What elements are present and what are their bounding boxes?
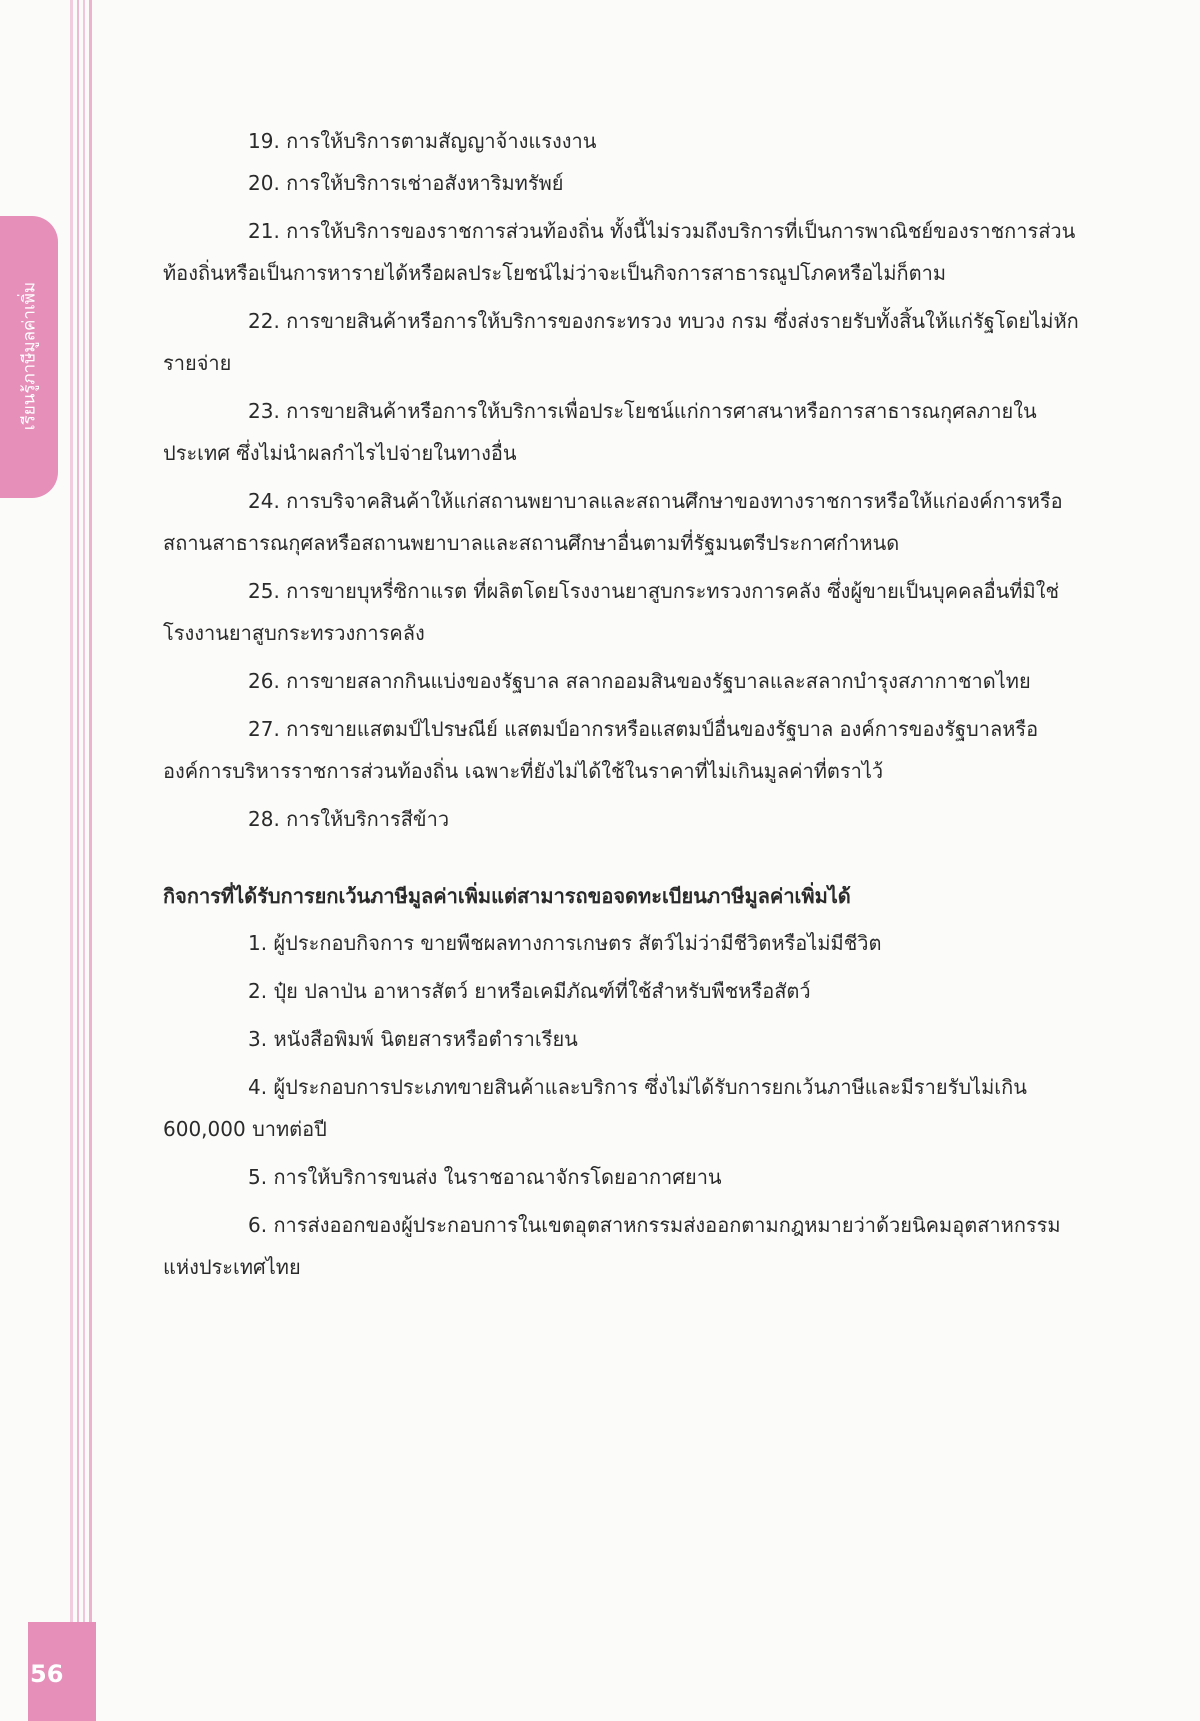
list-item: 3. หนังสือพิมพ์ นิตยสารหรือตำราเรียน — [248, 1027, 578, 1051]
list-item: 2. ปุ๋ย ปลาป่น อาหารสัตว์ ยาหรือเคมีภัณฑ์ที่ใช้สำหรับพืชหรือสัตว์ — [248, 979, 811, 1003]
page-content — [163, 120, 1088, 1294]
list-item: 27. การขายแสตมป์ไปรษณีย์ แสตมป์อากรหรือแสตมป์อื่นของรัฐบาล องค์การของรัฐบาลหรือองค์การบริหารราชการส่วนท้องถิ่น เฉพาะที่ยังไม่ได้ใช้ในราคาที่ไม่เกินมูลค่าที่ตราไว้ — [163, 717, 1039, 783]
decorative-stripe — [77, 0, 79, 1721]
list-item: 26. การขายสลากกินแบ่งของรัฐบาล สลากออมสินของรัฐบาลและสลากบำรุงสภากาชาดไทย — [248, 669, 1031, 693]
list-item: 6. การส่งออกของผู้ประกอบการในเขตอุตสาหกรรมส่งออกตามกฎหมายว่าด้วยนิคมอุตสาหกรรมแห่งประเทศไทย — [163, 1213, 1061, 1279]
side-chapter-tab — [0, 216, 58, 498]
decorative-stripe — [83, 0, 85, 1721]
list-item: 20. การให้บริการเช่าอสังหาริมทรัพย์ — [248, 171, 564, 195]
list-item: 25. การขายบุหรี่ซิกาแรต ที่ผลิตโดยโรงงานยาสูบกระทรวงการคลัง ซึ่งผู้ขายเป็นบุคคลอื่นที่มิใช่โรงงานยาสูบกระทรวงการคลัง — [163, 579, 1060, 645]
list-item: 24. การบริจาคสินค้าให้แก่สถานพยาบาลและสถานศึกษาของทางราชการหรือให้แก่องค์การหรือสถานสาธารณกุศลหรือสถานพยาบาลและสถานศึกษาอื่นตามที่รัฐมนตรีประกาศกำหนด — [163, 489, 1063, 555]
list-item: 4. ผู้ประกอบการประเภทขายสินค้าและบริการ ซึ่งไม่ได้รับการยกเว้นภาษีและมีรายรับไม่เกิน 600,000 บาทต่อปี — [163, 1075, 1027, 1141]
list-item: 21. การให้บริการของราชการส่วนท้องถิ่น ทั้งนี้ไม่รวมถึงบริการที่เป็นการพาณิชย์ของราชการส่วนท้องถิ่นหรือเป็นการหารายได้หรือผลประโยชน์ไม่ว่าจะเป็นกิจการสาธารณูปโภคหรือไม่ก็ตาม — [163, 219, 1076, 285]
decorative-stripe — [70, 0, 73, 1721]
side-tab-label: เรียนรู้ภาษีมูลค่าเพิ่ม — [19, 281, 40, 431]
list-item: 28. การให้บริการสีข้าว — [248, 807, 450, 831]
decorative-stripe — [89, 0, 92, 1721]
list-item: 23. การขายสินค้าหรือการให้บริการเพื่อประโยชน์แก่การศาสนาหรือการสาธารณกุศลภายในประเทศ ซึ่งไม่นำผลกำไรไปจ่ายในทางอื่น — [163, 399, 1037, 465]
list-item: 5. การให้บริการขนส่ง ในราชอาณาจักรโดยอากาศยาน — [248, 1165, 722, 1189]
list-item: 19. การให้บริการตามสัญญาจ้างแรงงาน — [248, 129, 597, 153]
page-number: 56 — [30, 1660, 64, 1688]
section-heading: กิจการที่ได้รับการยกเว้นภาษีมูลค่าเพิ่มแต่สามารถขอจดทะเบียนภาษีมูลค่าเพิ่มได้ — [163, 884, 851, 908]
list-item: 1. ผู้ประกอบกิจการ ขายพืชผลทางการเกษตร สัตว์ไม่ว่ามีชีวิตหรือไม่มีชีวิต — [248, 931, 882, 955]
list-item: 22. การขายสินค้าหรือการให้บริการของกระทรวง ทบวง กรม ซึ่งส่งรายรับทั้งสิ้นให้แก่รัฐโดยไม่หักรายจ่าย — [163, 309, 1079, 375]
